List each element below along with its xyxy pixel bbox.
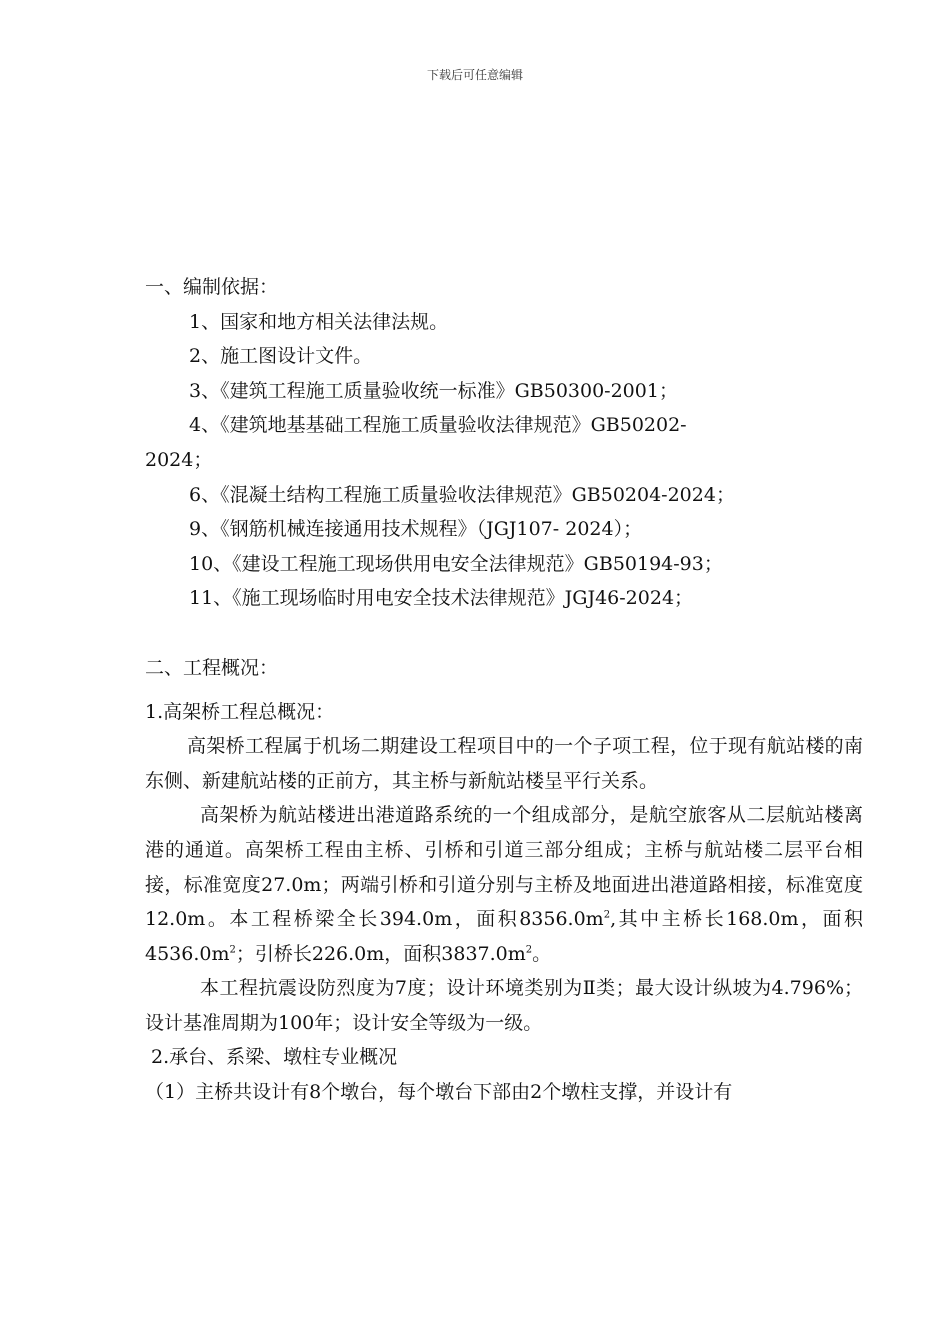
superscript: 2 xyxy=(525,944,533,956)
paragraph-text: ；引桥长226.0m，面积3837.0m xyxy=(235,942,526,965)
document-body xyxy=(145,270,863,1110)
subsection-heading-piers: 2.承台、系梁、墩柱专业概况 xyxy=(151,1046,398,1069)
list-item-continuation: 2024； xyxy=(145,448,213,471)
page-header: 下载后可任意编辑 xyxy=(426,68,523,82)
list-item: 4、《建筑地基基础工程施工质量验收法律规范》GB50202- xyxy=(189,414,687,437)
list-item: 10、《建设工程施工现场供用电安全法律规范》GB50194-93； xyxy=(189,552,723,575)
list-item: 1、国家和地方相关法律法规。 xyxy=(189,310,449,333)
superscript: 2 xyxy=(603,909,611,921)
paragraph-main-bridge: （1）主桥共设计有8个墩台，每个墩台下部由2个墩柱支撑，并设计有 xyxy=(145,1081,733,1104)
list-item: 2、施工图设计文件。 xyxy=(189,345,373,368)
section-heading-overview: 二、工程概况： xyxy=(145,656,279,679)
list-item: 3、《建筑工程施工质量验收统一标准》GB50300-2001； xyxy=(189,379,678,402)
subsection-heading-bridge: 1.高架桥工程总概况： xyxy=(145,700,335,723)
paragraph-bridge-composition xyxy=(145,798,863,971)
paragraph-design-params xyxy=(145,971,863,1040)
superscript: 2 xyxy=(229,944,236,956)
paragraph-text: 高架桥工程属于机场二期建设工程项目中的一个子项工程，位于现有航站楼的南东侧、新建航站楼的正前方，其主桥与新航站楼呈平行关系。 xyxy=(145,735,863,792)
paragraph-text: 。 xyxy=(532,942,552,965)
paragraph-bridge-overview xyxy=(145,729,863,798)
list-item: 9、《钢筋机械连接通用技术规程》（JGJ107- 2024）； xyxy=(189,518,643,541)
paragraph-text: 高架桥为航站楼进出港道路系统的一个组成部分，是航空旅客从二层航站楼离港的通道。高架桥工程由主桥、引桥和引道三部分组成；主桥与航站楼二层平台相接，标准宽度27.0m；两端引桥和引道分别与主桥及地面进出港道路相接，标准宽度12.0m。本工程桥梁全长394.0m，面积8356.0m xyxy=(145,804,863,931)
paragraph-text: ,其中主桥长168.0m，面积4536.0m xyxy=(145,908,864,965)
paragraph-text: 本工程抗震设防烈度为7度；设计环境类别为Ⅱ类；最大设计纵坡为4.796%；设计基准周期为100年；设计安全等级为一级。 xyxy=(145,977,863,1034)
list-item: 11、《施工现场临时用电安全技术法律规范》JGJ46-2024； xyxy=(189,587,694,610)
list-item: 6、《混凝土结构工程施工质量验收法律规范》GB50204-2024； xyxy=(189,483,735,506)
section-heading-basis: 一、编制依据： xyxy=(145,276,279,298)
